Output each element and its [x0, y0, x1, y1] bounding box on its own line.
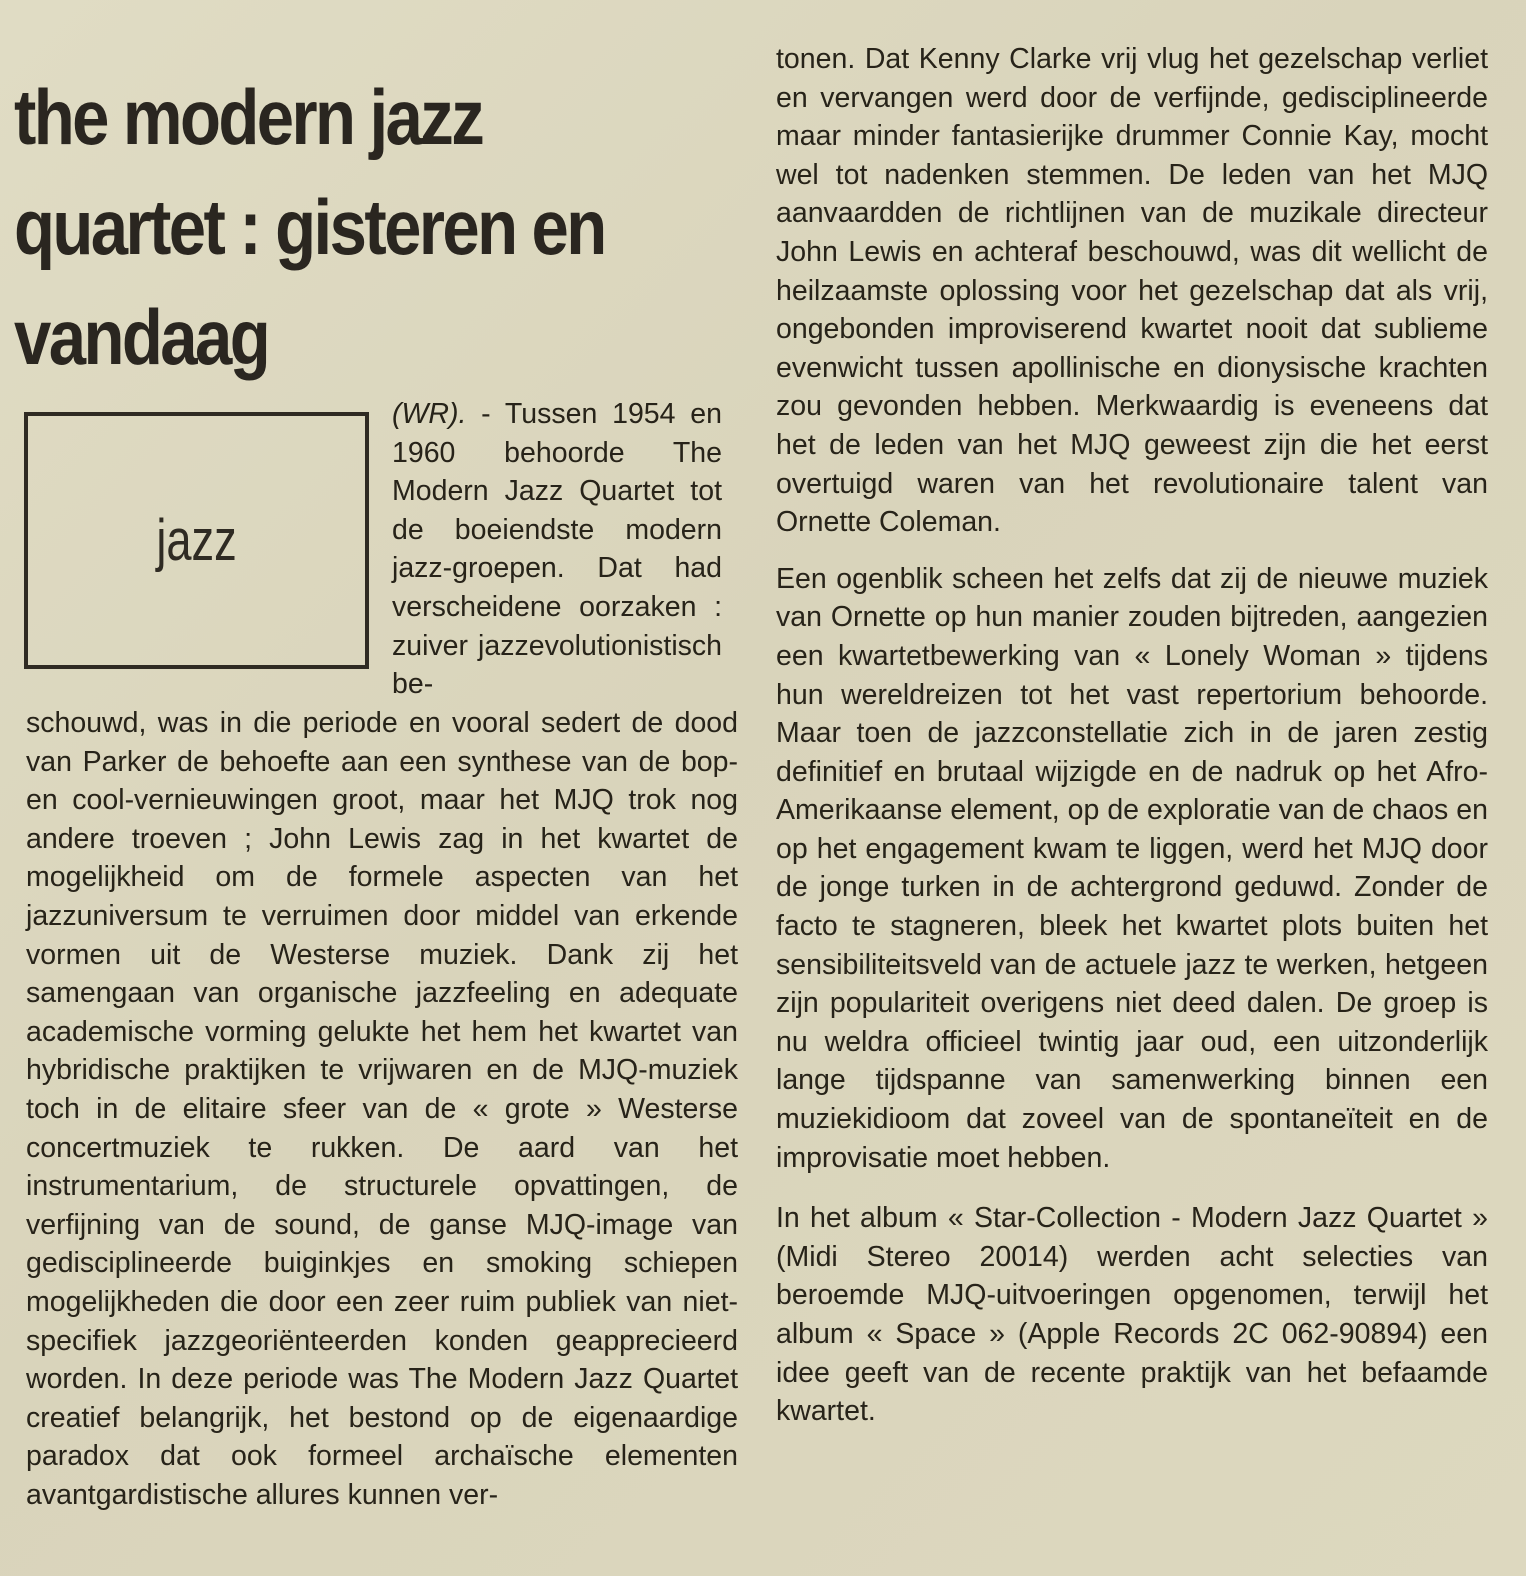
- right-paragraph-2: Een ogenblik scheen het zelfs dat zij de nieuwe muziek van Ornette op hun manier zouden bijtreden, aangezien een kwartetbewerking van « Lonely Woman » tijdens hun wereldreizen tot het vast repertorium behoorde. Maar toen de jazzconstellatie zich in de jaren zestig definitief en brutaal wijzigde en de nadruk op het Afro-Amerikaanse element, op de exploratie van de chaos en op het engagement kwam te liggen, werd het MJQ door de jonge turken in de achtergrond geduwd. Zonder de facto te stagneren, bleek het kwartet plots buiten het sensibiliteitsveld van de actuele jazz te werken, hetgeen zijn populariteit overigens niet deed dalen. De groep is nu weldra officieel twintig jaar oud, een uitzonderlijk lange tijdspanne van samenwerking binnen een muziekidioom dat zoveel van de spontaneïteit en de improvisatie moet hebben.: [776, 562, 1488, 1174]
- left-column-paragraph: schouwd, was in die periode en vooral sedert de dood van Parker de behoefte aan een synthese van de bop- en cool-vernieuwingen groot, maar het MJQ trok nog andere troeven ; John Lewis zag in het kwartet de mogelijkheid om de formele aspecten van het jazzuniversum te verruimen door middel van erkende vormen uit de Westerse muziek. Dank zij het samengaan van organische jazzfeeling en adequate academische vorming gelukte het hem het kwartet van hybridische praktijken te vrijwaren en de MJQ-muziek toch in de elitaire sfeer van de « grote » Westerse concertmuziek te rukken. De aard van het instrumentarium, de structurele opvattingen, de verfijning van de sound, de ganse MJQ-image van gedisciplineerde buiginkjes en smoking schiepen mogelijkheden die door een zeer ruim publiek van niet-specifiek jazzgeoriënteerden konden geapprecieerd worden. In deze periode was The Modern Jazz Quartet creatief belangrijk, het bestond op de eigenaardige paradox dat ook formeel archaïsche elementen avantgardistische allures kunnen ver-: [26, 707, 738, 1511]
- intro-text: - Tussen 1954 en 1960 behoorde The Modern Jazz Quartet tot de boeiendste modern jazz-groepen. Dat had verscheidene oorzaken : zuiver jazzevolutionistisch be-: [392, 398, 722, 701]
- byline: (WR).: [392, 398, 467, 430]
- left-column: [26, 704, 738, 1514]
- section-label-box: [24, 412, 369, 669]
- section-label: jazz: [156, 508, 237, 573]
- intro-column: [392, 395, 722, 704]
- intro-paragraph: [392, 395, 722, 704]
- right-paragraph-1: tonen. Dat Kenny Clarke vrij vlug het gezelschap verliet en vervangen werd door de verfijnde, gedisciplineerde maar minder fantasierijke drummer Connie Kay, mocht wel tot nadenken stemmen. De leden van het MJQ aanvaardden de richtlijnen van de muzikale directeur John Lewis en achteraf beschouwd, was dit wellicht de heilzaamste oplossing voor het gezelschap dat als vrij, ongebonden improviserend kwartet nooit dat sublieme evenwicht tussen apollinische en dionysische krachten zou gevonden hebben. Merkwaardig is eveneens dat het de leden van het MJQ geweest zijn die het eerst overtuigd waren van het revolutionaire talent van Ornette Coleman.: [776, 43, 1488, 539]
- right-column: [776, 40, 1488, 1431]
- article-headline: the modern jazz quartet : gisteren en vandaag: [14, 73, 605, 381]
- right-paragraph-3: In het album « Star-Collection - Modern Jazz Quartet » (Midi Stereo 20014) werden acht selecties van beroemde MJQ-uitvoeringen opgenomen, terwijl het album « Space » (Apple Records 2C 062-90894) een idee geeft van de recente praktijk van het befaamde kwartet.: [776, 1202, 1488, 1428]
